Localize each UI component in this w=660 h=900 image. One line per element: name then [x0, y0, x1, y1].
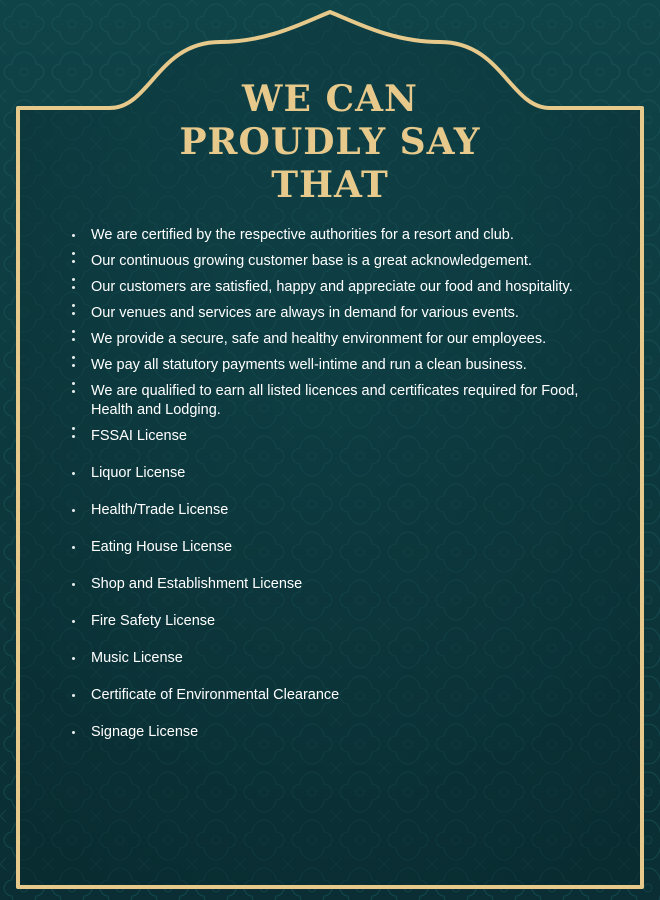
title-line-1: WE CAN [242, 78, 418, 120]
list-item: FSSAI License [72, 427, 602, 446]
list-item: Music License [72, 649, 602, 668]
list-item: We pay all statutory payments well-intime and run a clean business. [72, 356, 602, 375]
list-item: Our customers are satisfied, happy and appreciate our food and hospitality. [72, 278, 602, 297]
achievements-list [72, 226, 602, 760]
list-item: Our venues and services are always in demand for various events. [72, 304, 602, 323]
list-item: Eating House License [72, 538, 602, 557]
list-item: We are qualified to earn all listed licences and certificates required for Food, Health and Lodging. [72, 382, 602, 420]
list-item: We are certified by the respective authorities for a resort and club. [72, 226, 602, 245]
list-item: Fire Safety License [72, 612, 602, 631]
list-item: Signage License [72, 723, 602, 742]
list-item: We provide a secure, safe and healthy environment for our employees. [72, 330, 602, 349]
list-item: Liquor License [72, 464, 602, 483]
list-item: Health/Trade License [72, 501, 602, 520]
title-line-3: THAT [271, 164, 389, 206]
page-title [130, 78, 530, 207]
list-item: Certificate of Environmental Clearance [72, 686, 602, 705]
list-item: Shop and Establishment License [72, 575, 602, 594]
title-line-2: PROUDLY SAY [179, 121, 481, 163]
list-item: Our continuous growing customer base is a great acknowledgement. [72, 252, 602, 271]
